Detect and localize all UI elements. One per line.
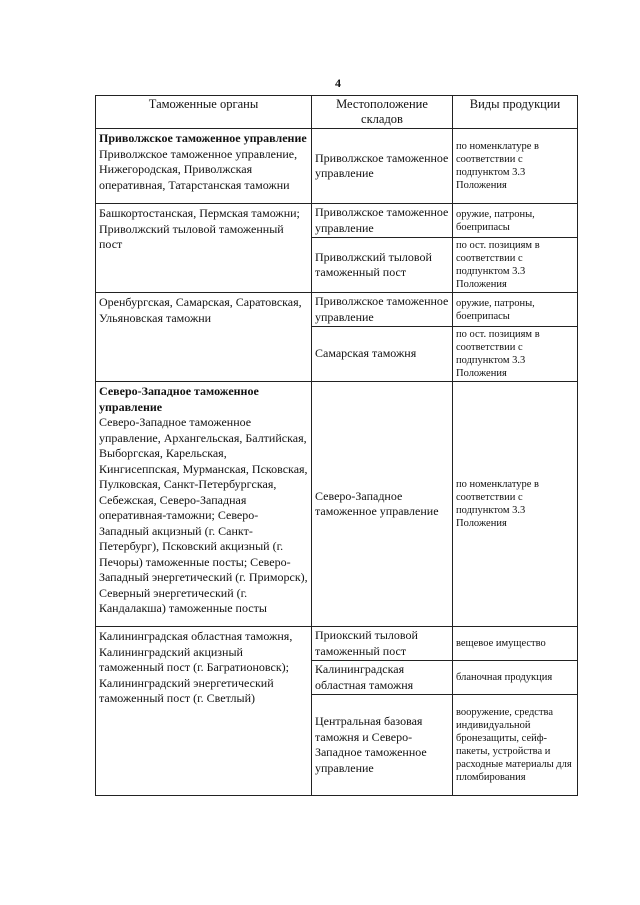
table-row	[96, 627, 578, 661]
customs-text: Приволжский тыловой таможенный пост	[99, 221, 284, 251]
products-cell: по ост. позициям в соответствии с подпунктом 3.3 Положения	[453, 238, 578, 293]
location-cell: Приволжский тыловой таможенный пост	[312, 238, 453, 293]
location-cell: Приокский тыловой таможенный пост	[312, 627, 453, 661]
location-cell: Приволжское таможенное управление	[312, 129, 453, 204]
products-cell: оружие, патроны, боеприпасы	[453, 204, 578, 238]
header-customs-bodies: Таможенные органы	[96, 96, 312, 129]
location-cell: Самарская таможня	[312, 327, 453, 382]
header-warehouse-location: Местоположение складов	[312, 96, 453, 129]
products-cell: бланочная продукция	[453, 661, 578, 695]
customs-cell	[96, 129, 312, 204]
customs-text: Калининградская областная таможня, Калининградский акцизный таможенный пост (г. Багратионовск); Калининградский энергетический таможенный пост (г. Светлый)	[99, 629, 293, 705]
products-cell: вещевое имущество	[453, 627, 578, 661]
location-cell: Приволжское таможенное управление	[312, 293, 453, 327]
products-cell: оружие, патроны, боеприпасы	[453, 293, 578, 327]
customs-cell	[96, 204, 312, 293]
location-cell: Северо-Западное таможенное управление	[312, 382, 453, 627]
customs-warehouses-table	[95, 95, 578, 796]
table-row	[96, 204, 578, 238]
customs-text: Северо-Западное таможенное управление, Архангельская, Балтийская, Выборгская, Карельская, Кингисеппская, Мурманская, Псковская, Пулковская, Санкт-Петербургская, Себежская, Северо-Западная оперативная-таможни; Северо-Западный акцизный (г. Санкт-Петербург), Псковский акцизный (г. Печоры) таможенные посты; Северо-Западный энергетический (г. Приморск), Северный энергетический (г. Кандалакша) таможенные посты	[99, 415, 308, 615]
table-row	[96, 382, 578, 627]
customs-text: Оренбургская, Самарская, Саратовская, Ульяновская таможни	[99, 295, 302, 325]
products-cell: по номенклатуре в соответствии с подпунктом 3.3 Положения	[453, 382, 578, 627]
customs-cell	[96, 627, 312, 796]
page-number: 4	[335, 76, 341, 90]
location-cell: Калининградская областная таможня	[312, 661, 453, 695]
section-heading: Приволжское таможенное управление	[99, 131, 307, 145]
location-cell: Центральная базовая таможня и Северо-Западное таможенное управление	[312, 695, 453, 796]
section-heading: Северо-Западное таможенное управление	[99, 384, 259, 414]
customs-text: Приволжское таможенное управление, Нижегородская, Приволжская оперативная, Татарстанская таможни	[99, 146, 298, 192]
customs-text: Башкортостанская, Пермская таможни;	[99, 206, 300, 220]
products-cell: по номенклатуре в соответствии с подпунктом 3.3 Положения	[453, 129, 578, 204]
products-cell: по ост. позициям в соответствии с подпунктом 3.3 Положения	[453, 327, 578, 382]
header-product-types: Виды продукции	[453, 96, 578, 129]
table-row	[96, 293, 578, 327]
customs-cell	[96, 293, 312, 382]
products-cell: вооружение, средства индивидуальной бронезащиты, сейф-пакеты, устройства и расходные материалы для пломбирования	[453, 695, 578, 796]
table-row	[96, 129, 578, 204]
table-header-row	[96, 96, 578, 129]
customs-cell	[96, 382, 312, 627]
location-cell: Приволжское таможенное управление	[312, 204, 453, 238]
